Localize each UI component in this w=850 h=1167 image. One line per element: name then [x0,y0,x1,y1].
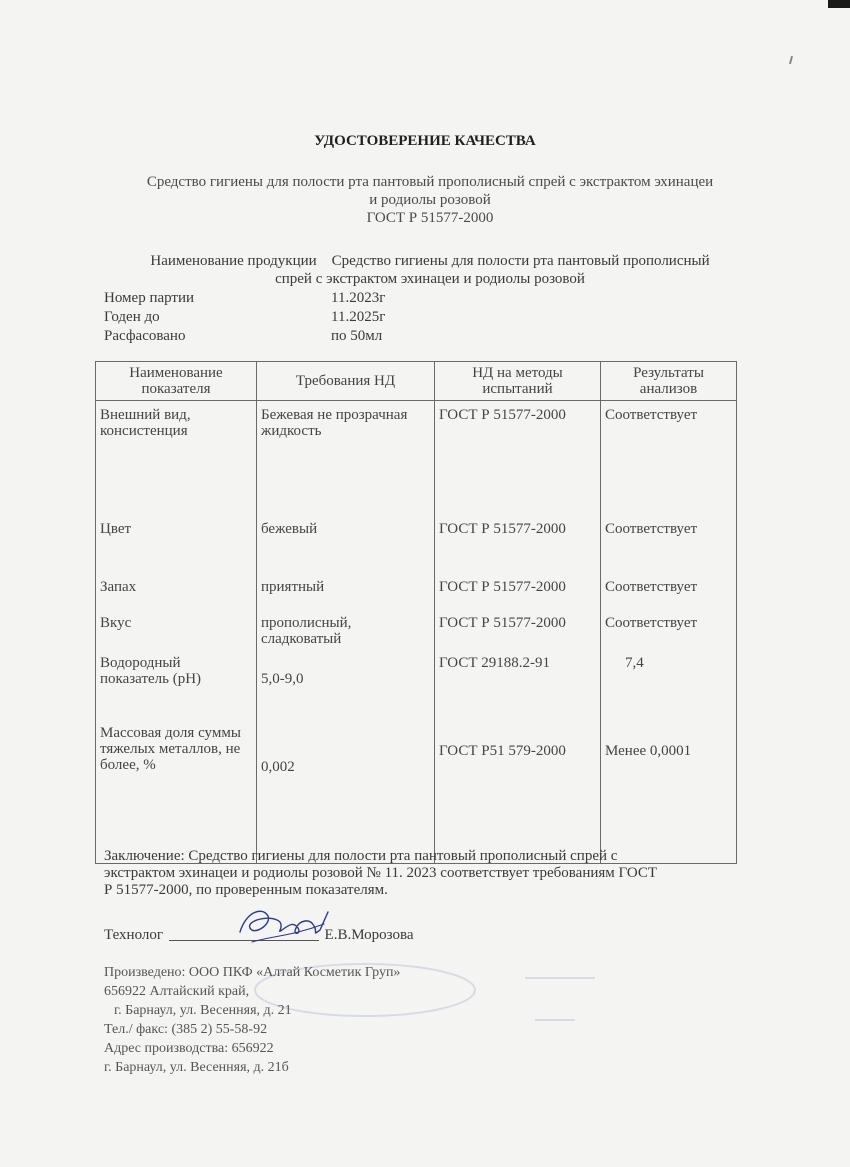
table-cell: Соответствует [601,573,737,611]
manufacturer-line-1: Произведено: ООО ПКФ «Алтай Косметик Груп» [104,965,401,980]
manufacturer-line-3: г. Барнаул, ул. Весенняя, д. 21 [114,1003,292,1018]
conclusion-line-1: Заключение: Средство гигиены для полости рта пантовый прополисный спрей с [104,848,618,864]
table-cell: Внешний вид, консистенция [96,401,257,516]
manufacturer-address [104,963,400,1077]
product-name-block [100,252,760,288]
conclusion-block [104,848,754,899]
table-row [96,611,737,649]
header-test-methods: НД на методы испытаний [435,362,601,401]
table-cell: ГОСТ Р 51577-2000 [435,401,601,516]
table-cell: Цвет [96,515,257,573]
conclusion-line-3: Р 51577-2000, по проверенным показателям. [104,882,388,898]
manufacturer-line-6: г. Барнаул, ул. Весенняя, д. 21б [104,1060,289,1075]
table-row [96,573,737,611]
table-row [96,721,737,864]
product-name-line-2: спрей с экстрактом эхинацеи и родиолы розовой [275,271,585,287]
packed-value: по 50мл [331,328,383,344]
table-cell: ГОСТ Р 51577-2000 [435,611,601,649]
subtitle-line-1: Средство гигиены для полости рта пантовый прополисный спрей с экстрактом эхинацеи [146,174,714,190]
product-name-line-1 [100,252,760,270]
table-cell: Соответствует [601,401,737,516]
manufacturer-line-4: Тел./ факс: (385 2) 55-58-92 [104,1022,268,1037]
table-row [96,515,737,573]
subtitle-standard: ГОСТ Р 51577-2000 [366,210,494,226]
subtitle-line-2: и родиолы розовой [369,192,491,208]
table-cell: бежевый [257,515,435,573]
table-cell: 7,4 [601,649,737,721]
technologist-label: Технолог [104,927,164,943]
table-cell: приятный [257,573,435,611]
table-cell: прополисный, сладковатый [257,611,435,649]
table-cell: Массовая доля суммы тяжелых металлов, не более, % [96,721,257,864]
specifications-table [95,361,737,864]
table-header-row [96,362,737,401]
scan-corner-mark [828,0,850,8]
handwritten-signature [232,902,332,950]
batch-value: 11.2023г [331,290,386,306]
scan-speck [789,56,793,64]
product-name-value-1: Средство гигиены для полости рта пантовый прополисный [331,253,710,269]
expiry-label: Годен до [104,309,160,325]
technologist-name: Е.В.Морозова [324,927,414,943]
table-cell: Бежевая не прозрачная жидкость [257,401,435,516]
table-cell: Соответствует [601,515,737,573]
conclusion-line-2: экстрактом эхинацеи и родиолы розовой № 11. 2023 соответствует требованиям ГОСТ [104,865,658,881]
table-cell: ГОСТ 29188.2-91 [435,649,601,721]
header-results: Результаты анализов [601,362,737,401]
table-cell: Менее 0,0001 [601,721,737,864]
table-cell: ГОСТ Р 51577-2000 [435,515,601,573]
document-subtitle [95,173,765,227]
table-cell: ГОСТ Р 51577-2000 [435,573,601,611]
manufacturer-line-2: 656922 Алтайский край, [104,984,250,999]
expiry-value: 11.2025г [331,309,386,325]
table-cell: 0,002 [257,721,435,864]
table-row [96,401,737,516]
table-cell: Запах [96,573,257,611]
table-cell: Вкус [96,611,257,649]
batch-label: Номер партии [104,290,195,306]
table-row [96,649,737,721]
table-cell: 5,0-9,0 [257,649,435,721]
table-cell: ГОСТ Р51 579-2000 [435,721,601,864]
table-cell: Водородный показатель (рН) [96,649,257,721]
document-title: УДОСТОВЕРЕНИЕ КАЧЕСТВА [314,133,536,149]
packed-label: Расфасовано [104,328,186,344]
product-name-label: Наименование продукции [150,253,317,269]
manufacturer-line-5: Адрес производства: 656922 [104,1041,274,1056]
table-cell: Соответствует [601,611,737,649]
header-indicator: Наименование показателя [96,362,257,401]
header-requirements: Требования НД [257,362,435,401]
